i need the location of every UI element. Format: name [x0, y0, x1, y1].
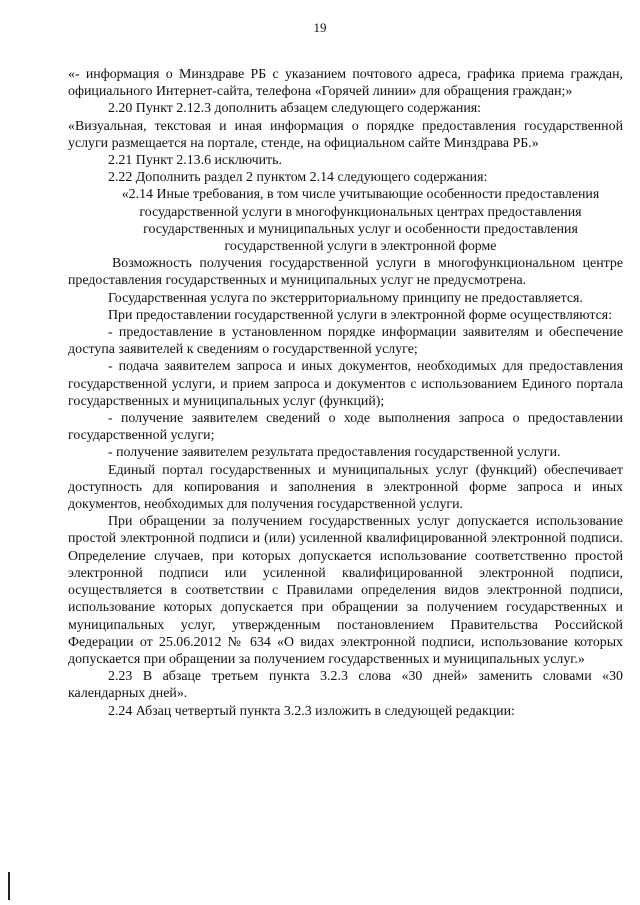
paragraph-electronic-signature: При обращении за получением государственных услуг допускается использование простой электронной подписи и (или) усиленной квалифицированной электронной подписи. Определение случаев, при которых допускается использование соответственно простой электронной подписи или усиленной квалифицированной электронной подписи, осуществляется в соответствии с Правилами определения видов электронной подписи, использование которых допускается при обращении за получением государственных и муниципальных услуг, утвержденным постановлением Правительства Российской Федерации от 25.06.2012 № 634 «О видах электронной подписи, использование которых допускается при обращении за получением государственных и муниципальных услуг.» [68, 514, 623, 667]
paragraph-2-20: 2.20 Пункт 2.12.3 дополнить абзацем следующего содержания: [108, 101, 481, 117]
paragraph-unified-portal: Единый портал государственных и муниципальных услуг (функций) обеспечивает доступность для копирования и заполнения в электронной форме запроса и иных документов, необходимых для получения государственной услуги. [68, 462, 623, 513]
paragraph-visual-info-quote: «Визуальная, текстовая и иная информация о порядке предоставления государственной услуги размещается на портале, стенде, на официальном сайте Минздрава РБ.» [68, 118, 623, 151]
list-item-information: - предоставление в установленном порядке информации заявителям и обеспечение доступа заявителей к сведениям о государственной услуге; [68, 325, 623, 358]
paragraph-mfc-not-provided: Возможность получения государственной услуги в многофункциональном центре предоставления государственных и муниципальных услуг не предусмотрена. [68, 256, 623, 289]
paragraph-extraterritorial: Государственная услуга по экстерриториальному принципу не предоставляется. [108, 290, 583, 306]
section-heading-2-14: «2.14 Иные требования, в том числе учитывающие особенности предоставления государственной услуги в многофункциональных центрах предоставления государственных и муниципальных услуг и особенности предоставления государственной услуги в электронной форме [121, 187, 600, 255]
paragraph-minzdrav-info: «- информация о Минздраве РБ с указанием почтового адреса, графика приема граждан, официального Интернет-сайта, телефона «Горячей линии» для обращения граждан;» [68, 67, 623, 100]
paragraph-2-24: 2.24 Абзац четвертый пункта 3.2.3 изложить в следующей редакции: [108, 703, 515, 719]
paragraph-2-23: 2.23 В абзаце третьем пункта 3.2.3 слова «30 дней» заменить словами «30 календарных дней». [68, 669, 623, 702]
paragraph-electronic-form-intro: При предоставлении государственной услуги в электронной форме осуществляются: [108, 307, 613, 323]
scan-edge-mark [8, 872, 10, 900]
list-item-request-status: - получение заявителем сведений о ходе выполнения запроса о предоставлении государственной услуги; [68, 411, 623, 444]
list-item-result: - получение заявителем результата предоставления государственной услуги. [108, 445, 561, 461]
page-number: 19 [313, 20, 327, 35]
document-body [68, 66, 623, 720]
list-item-request-submission: - подача заявителем запроса и иных документов, необходимых для предоставления государственной услуги, и прием запроса и документов с использованием Единого портала государственных и муниципальных услуг (функций); [68, 359, 623, 409]
paragraph-2-21: 2.21 Пункт 2.13.6 исключить. [108, 153, 282, 169]
paragraph-2-22: 2.22 Дополнить раздел 2 пунктом 2.14 следующего содержания: [108, 170, 488, 186]
